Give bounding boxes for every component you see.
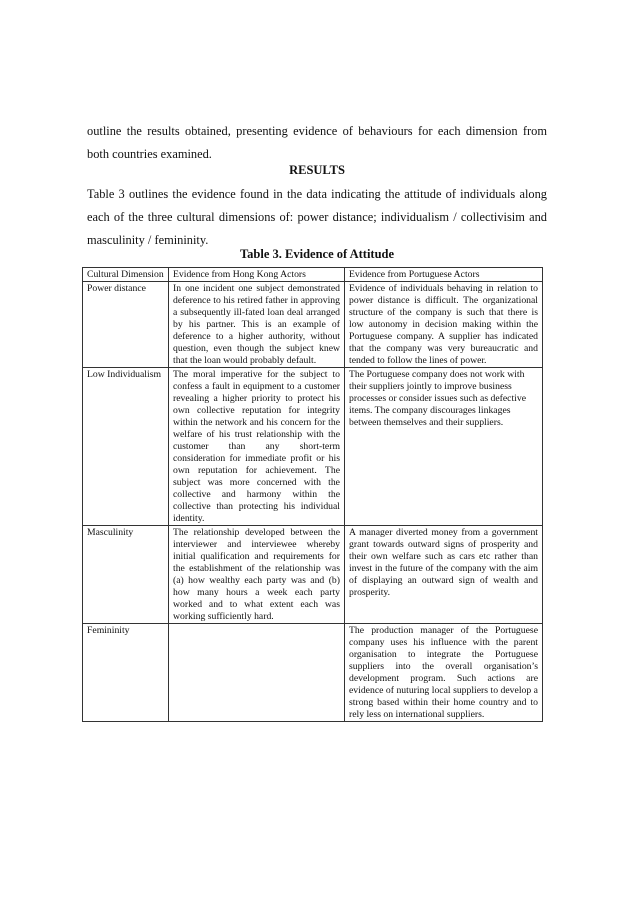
hong-kong-evidence-cell: In one incident one subject demonstrated deference to his retired father in approving a subsequently ill-fated loan deal arranged by his partner. This is an example of deference to a higher authority, without question, even though the subject knew that the loan would probably default. <box>169 282 345 368</box>
dimension-cell: Femininity <box>83 624 169 722</box>
hong-kong-evidence-cell: The relationship developed between the interviewer and interviewee whereby initial qualification and requirements for the establishment of the relationship was (a) how wealthy each party was and (b) how many hours a week each party worked and to what extent each was working sufficiently hard. <box>169 526 345 624</box>
evidence-table <box>82 267 543 722</box>
table-caption: Table 3. Evidence of Attitude <box>239 247 395 261</box>
hong-kong-evidence-cell <box>169 624 345 722</box>
dimension-cell: Masculinity <box>83 526 169 624</box>
intro-paragraph: outline the results obtained, presenting evidence of behaviours for each dimension from both countries examined. <box>87 124 547 161</box>
table-row <box>83 282 543 368</box>
dimension-cell: Low Individualism <box>83 368 169 526</box>
header-cultural-dimension: Cultural Dimension <box>83 268 169 282</box>
header-hong-kong-evidence: Evidence from Hong Kong Actors <box>169 268 345 282</box>
section-heading-results: RESULTS <box>289 163 345 177</box>
hong-kong-evidence-cell: The moral imperative for the subject to confess a fault in equipment to a customer revealing a higher priority to protect his own collective reputation for integrity within the network and his concern for the welfare of his trust relationship with the customer than any short-term consideration for immediate profit or his own reputation for achievement. The subject was more concerned with the collective and harmony within the collective than protecting his individual identity. <box>169 368 345 526</box>
portuguese-evidence-cell: The production manager of the Portuguese company uses his influence with the parent organisation to integrate the Portuguese suppliers into the overall organisation’s development program. Such actions are evidence of nuturing local suppliers to develop a strong based within their home country and to rely less on international suppliers. <box>345 624 543 722</box>
results-paragraph: Table 3 outlines the evidence found in the data indicating the attitude of individuals along each of the three cultural dimensions of: power distance; individualism / collectivisim and masculinity / femininity. <box>87 187 547 247</box>
table-row <box>83 526 543 624</box>
dimension-cell: Power distance <box>83 282 169 368</box>
portuguese-evidence-cell: A manager diverted money from a government grant towards outward signs of prosperity and their own welfare such as cars etc rather than invest in the future of the company with the aim of displaying an outward sign of wealth and prosperity. <box>345 526 543 624</box>
portuguese-evidence-cell: Evidence of individuals behaving in relation to power distance is difficult. The organizational structure of the company is such that there is low autonomy in decision making within the Portuguese company. A supplier has indicated that the company was very bureaucratic and tended to follow the lines of power. <box>345 282 543 368</box>
table-header-row <box>83 268 543 282</box>
table-row <box>83 368 543 526</box>
header-portuguese-evidence: Evidence from Portuguese Actors <box>345 268 543 282</box>
portuguese-evidence-cell: The Portuguese company does not work with their suppliers jointly to improve business processes or consider issues such as defective items. The company discourages linkages between themselves and their suppliers. <box>345 368 543 526</box>
table-row <box>83 624 543 722</box>
